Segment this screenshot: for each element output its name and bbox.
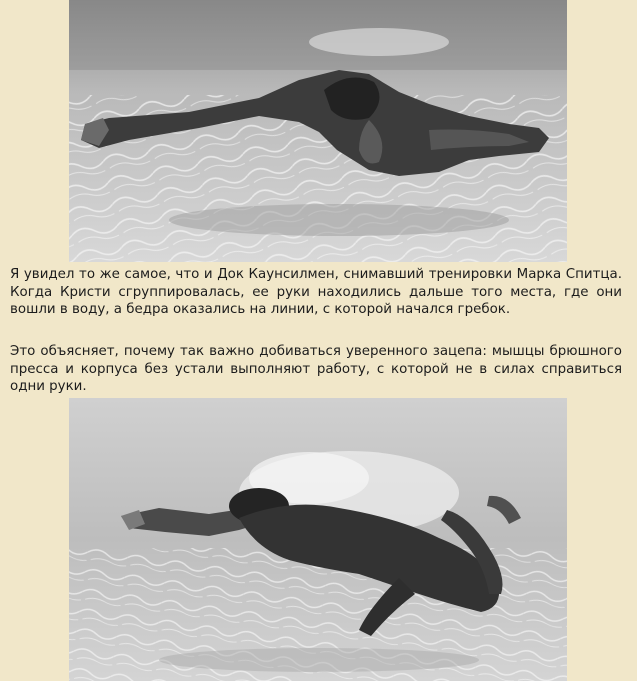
photo-swimmer-underwater-top — [69, 0, 567, 262]
paragraph-observation: Я увидел то же самое, что и Док Каунсилмен, снимавший тренировки Марка Спитца. Когда Кристи сгруппировалась, ее руки находились дальше того места, где они вошли в воду, а бедра оказались на линии, с которой начался гребок. — [10, 267, 622, 318]
swimmer-photo-top-image — [69, 0, 567, 262]
photo-swimmer-underwater-bottom — [69, 398, 567, 681]
swimmer-photo-bottom-image — [69, 398, 567, 681]
paragraph-explanation: Это объясняет, почему так важно добиваться уверенного зацепа: мышцы брюшного пресса и корпуса без устали выполняют работу, с которой не в силах справиться одни руки. — [10, 344, 622, 395]
